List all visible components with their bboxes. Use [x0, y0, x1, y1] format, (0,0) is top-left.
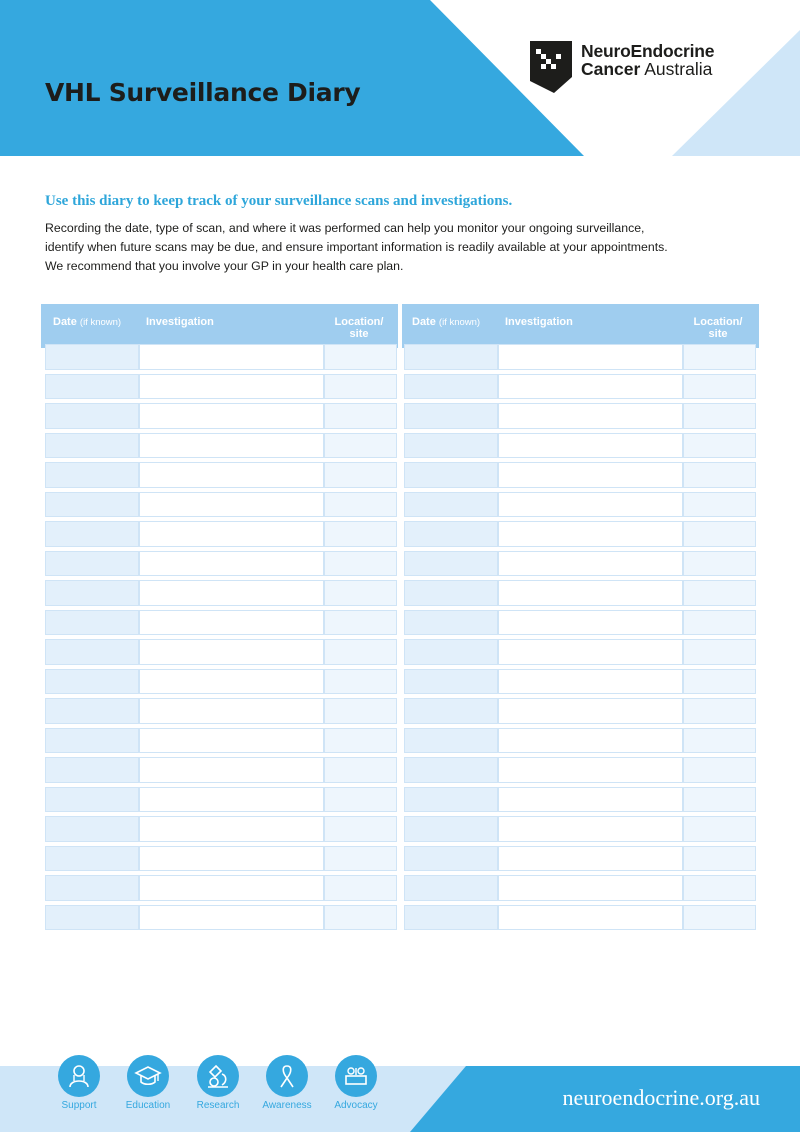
investigation-cell-left[interactable] — [139, 462, 324, 488]
date-cell-right[interactable] — [404, 521, 498, 547]
investigation-cell-right[interactable] — [498, 669, 683, 695]
location-cell-left[interactable] — [324, 787, 397, 813]
header-date-note: (if known) — [438, 317, 481, 328]
investigation-cell-left[interactable] — [139, 698, 324, 724]
date-cell-right[interactable] — [404, 433, 498, 459]
investigation-cell-left[interactable] — [139, 551, 324, 577]
intro-heading: Use this diary to keep track of your surveillance scans and investigations. — [45, 193, 513, 209]
date-cell-left[interactable] — [45, 816, 139, 842]
footer-label-advocacy: Advocacy — [334, 1100, 378, 1111]
investigation-cell-right[interactable] — [498, 580, 683, 606]
date-cell-right[interactable] — [404, 816, 498, 842]
header-investigation-left: Investigation — [146, 316, 214, 328]
location-cell-right[interactable] — [683, 757, 756, 783]
location-cell-left[interactable] — [324, 492, 397, 518]
footer-label-awareness: Awareness — [262, 1100, 312, 1111]
awareness-icon — [266, 1055, 308, 1097]
header-location-right — [688, 316, 748, 340]
date-cell-left[interactable] — [45, 551, 139, 577]
intro-line-2: identify when future scans may be due, and ensure important information is readily available at your appointments. — [45, 240, 668, 254]
location-cell-right[interactable] — [683, 580, 756, 606]
date-cell-right[interactable] — [404, 787, 498, 813]
location-cell-right[interactable] — [683, 846, 756, 872]
date-cell-left[interactable] — [45, 492, 139, 518]
website-link[interactable]: neuroendocrine.org.au — [562, 1085, 760, 1110]
location-cell-left[interactable] — [324, 669, 397, 695]
location-cell-left[interactable] — [324, 344, 397, 370]
location-cell-left[interactable] — [324, 698, 397, 724]
investigation-cell-left[interactable] — [139, 875, 324, 901]
date-cell-left[interactable] — [45, 698, 139, 724]
location-cell-right[interactable] — [683, 521, 756, 547]
date-cell-left[interactable] — [45, 403, 139, 429]
date-cell-right[interactable] — [404, 580, 498, 606]
investigation-cell-left[interactable] — [139, 787, 324, 813]
location-cell-right[interactable] — [683, 728, 756, 754]
investigation-cell-right[interactable] — [498, 344, 683, 370]
date-cell-left[interactable] — [45, 728, 139, 754]
investigation-cell-right[interactable] — [498, 433, 683, 459]
footer-label-education: Education — [125, 1100, 171, 1111]
investigation-cell-right[interactable] — [498, 787, 683, 813]
footer-item-support[interactable] — [44, 1055, 114, 1111]
location-cell-left[interactable] — [324, 905, 397, 931]
logo-text-line2 — [581, 59, 712, 80]
investigation-cell-left[interactable] — [139, 639, 324, 665]
header-date-right — [412, 316, 480, 329]
footer-item-awareness[interactable] — [252, 1055, 322, 1111]
education-icon — [127, 1055, 169, 1097]
location-cell-left[interactable] — [324, 433, 397, 459]
investigation-cell-right[interactable] — [498, 492, 683, 518]
investigation-cell-right[interactable] — [498, 374, 683, 400]
date-cell-right[interactable] — [404, 462, 498, 488]
footer-label-support: Support — [61, 1100, 97, 1111]
date-cell-left[interactable] — [45, 787, 139, 813]
logo-text-australia: Australia — [640, 59, 713, 79]
logo-text-line1: NeuroEndocrine — [581, 41, 715, 61]
investigation-cell-left[interactable] — [139, 403, 324, 429]
location-cell-left[interactable] — [324, 551, 397, 577]
footer-label-research: Research — [196, 1100, 240, 1111]
investigation-cell-left[interactable] — [139, 816, 324, 842]
location-cell-right[interactable] — [683, 462, 756, 488]
advocacy-icon — [335, 1055, 377, 1097]
footer — [0, 1066, 800, 1132]
investigation-cell-left[interactable] — [139, 492, 324, 518]
investigation-cell-left[interactable] — [139, 433, 324, 459]
investigation-cell-right[interactable] — [498, 551, 683, 577]
location-cell-left[interactable] — [324, 403, 397, 429]
location-cell-right[interactable] — [683, 698, 756, 724]
header-date-note: (if known) — [79, 317, 122, 328]
location-cell-right[interactable] — [683, 639, 756, 665]
header-location-l1: Location/ — [693, 316, 743, 328]
investigation-cell-left[interactable] — [139, 521, 324, 547]
date-cell-left[interactable] — [45, 374, 139, 400]
location-cell-left[interactable] — [324, 374, 397, 400]
investigation-cell-left[interactable] — [139, 669, 324, 695]
location-cell-right[interactable] — [683, 492, 756, 518]
logo-mark-icon — [530, 41, 572, 93]
investigation-cell-right[interactable] — [498, 403, 683, 429]
location-cell-right[interactable] — [683, 610, 756, 636]
research-icon — [197, 1055, 239, 1097]
investigation-cell-left[interactable] — [139, 610, 324, 636]
header-date-label: Date — [412, 316, 436, 328]
date-cell-left[interactable] — [45, 905, 139, 931]
logo — [530, 41, 750, 95]
investigation-cell-right[interactable] — [498, 757, 683, 783]
date-cell-right[interactable] — [404, 728, 498, 754]
investigation-cell-left[interactable] — [139, 580, 324, 606]
location-cell-right[interactable] — [683, 344, 756, 370]
date-cell-right[interactable] — [404, 875, 498, 901]
location-cell-right[interactable] — [683, 816, 756, 842]
intro-line-1: Recording the date, type of scan, and where it was performed can help you monitor your ongoing surveillance, — [45, 221, 645, 235]
date-cell-left[interactable] — [45, 875, 139, 901]
investigation-cell-left[interactable] — [139, 757, 324, 783]
investigation-cell-left[interactable] — [139, 374, 324, 400]
location-cell-left[interactable] — [324, 728, 397, 754]
investigation-cell-right[interactable] — [498, 728, 683, 754]
header-date-left — [53, 316, 121, 329]
date-cell-left[interactable] — [45, 639, 139, 665]
location-cell-left[interactable] — [324, 875, 397, 901]
investigation-cell-right[interactable] — [498, 905, 683, 931]
location-cell-left[interactable] — [324, 610, 397, 636]
location-cell-left[interactable] — [324, 757, 397, 783]
date-cell-right[interactable] — [404, 551, 498, 577]
location-cell-right[interactable] — [683, 433, 756, 459]
header-location-l2: site — [349, 328, 369, 340]
location-cell-right[interactable] — [683, 875, 756, 901]
location-cell-left[interactable] — [324, 639, 397, 665]
date-cell-right[interactable] — [404, 374, 498, 400]
date-cell-right[interactable] — [404, 639, 498, 665]
date-cell-left[interactable] — [45, 462, 139, 488]
date-cell-left[interactable] — [45, 433, 139, 459]
support-icon — [58, 1055, 100, 1097]
footer-item-research[interactable] — [183, 1055, 253, 1111]
investigation-cell-left[interactable] — [139, 846, 324, 872]
date-cell-right[interactable] — [404, 492, 498, 518]
location-cell-right[interactable] — [683, 669, 756, 695]
diary-table — [41, 304, 759, 932]
investigation-cell-right[interactable] — [498, 610, 683, 636]
location-cell-right[interactable] — [683, 374, 756, 400]
header-location-left — [329, 316, 389, 340]
investigation-cell-left[interactable] — [139, 905, 324, 931]
intro-body — [45, 219, 745, 276]
date-cell-right[interactable] — [404, 698, 498, 724]
date-cell-right[interactable] — [404, 610, 498, 636]
column-divider — [398, 304, 402, 932]
location-cell-right[interactable] — [683, 787, 756, 813]
investigation-cell-right[interactable] — [498, 462, 683, 488]
date-cell-left[interactable] — [45, 344, 139, 370]
location-cell-left[interactable] — [324, 580, 397, 606]
date-cell-left[interactable] — [45, 610, 139, 636]
date-cell-left[interactable] — [45, 580, 139, 606]
logo-text-cancer: Cancer — [581, 59, 641, 79]
location-cell-left[interactable] — [324, 462, 397, 488]
investigation-cell-right[interactable] — [498, 875, 683, 901]
investigation-cell-right[interactable] — [498, 521, 683, 547]
location-cell-left[interactable] — [324, 521, 397, 547]
date-cell-right[interactable] — [404, 403, 498, 429]
investigation-cell-left[interactable] — [139, 728, 324, 754]
date-cell-right[interactable] — [404, 757, 498, 783]
footer-item-advocacy[interactable] — [321, 1055, 391, 1111]
investigation-cell-right[interactable] — [498, 816, 683, 842]
date-cell-right[interactable] — [404, 344, 498, 370]
location-cell-right[interactable] — [683, 905, 756, 931]
date-cell-left[interactable] — [45, 521, 139, 547]
header-location-l1: Location/ — [334, 316, 384, 328]
date-cell-left[interactable] — [45, 846, 139, 872]
location-cell-left[interactable] — [324, 816, 397, 842]
page-title: VHL Surveillance Diary — [45, 78, 361, 107]
intro-line-3: We recommend that you involve your GP in your health care plan. — [45, 259, 404, 273]
investigation-cell-right[interactable] — [498, 698, 683, 724]
header-investigation-right: Investigation — [505, 316, 573, 328]
header-location-l2: site — [708, 328, 728, 340]
investigation-cell-right[interactable] — [498, 846, 683, 872]
footer-item-education[interactable] — [113, 1055, 183, 1111]
location-cell-right[interactable] — [683, 551, 756, 577]
date-cell-right[interactable] — [404, 905, 498, 931]
date-cell-right[interactable] — [404, 669, 498, 695]
investigation-cell-left[interactable] — [139, 344, 324, 370]
location-cell-left[interactable] — [324, 846, 397, 872]
investigation-cell-right[interactable] — [498, 639, 683, 665]
date-cell-left[interactable] — [45, 757, 139, 783]
location-cell-right[interactable] — [683, 403, 756, 429]
date-cell-left[interactable] — [45, 669, 139, 695]
date-cell-right[interactable] — [404, 846, 498, 872]
header-date-label: Date — [53, 316, 77, 328]
